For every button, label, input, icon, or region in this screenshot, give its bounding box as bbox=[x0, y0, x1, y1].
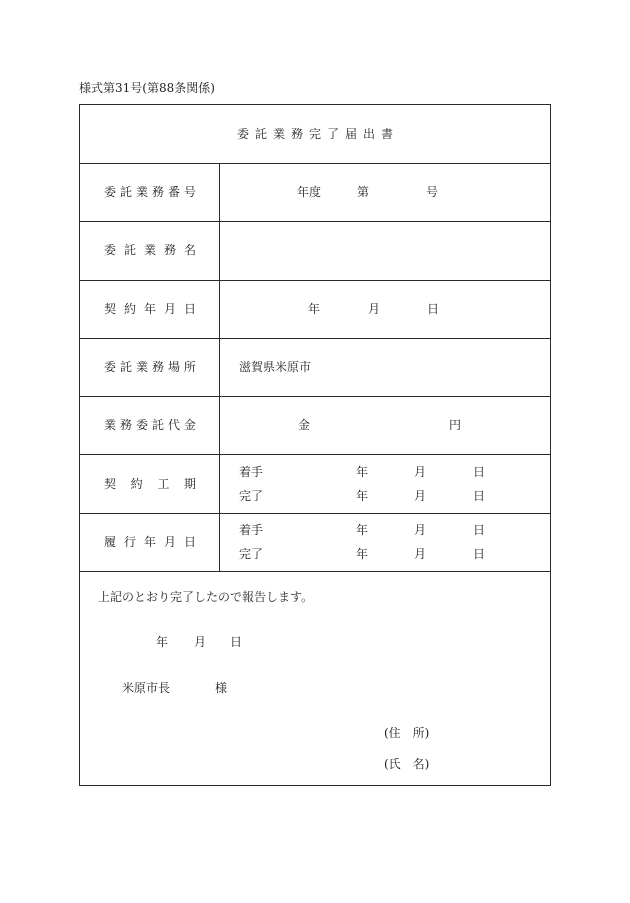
row-contract-number bbox=[80, 163, 550, 221]
value-contract-period bbox=[219, 455, 551, 513]
row-location bbox=[80, 338, 550, 396]
completion-report-form bbox=[79, 104, 551, 786]
label-char: 場 bbox=[167, 360, 180, 374]
form-number: 様式第31号(第88条関係) bbox=[79, 81, 215, 95]
label-char: 務 bbox=[151, 185, 164, 199]
label-char: 月 bbox=[163, 302, 176, 316]
number-suffix: 号 bbox=[426, 185, 439, 199]
label-char: 託 bbox=[119, 185, 132, 199]
value-contract-name bbox=[219, 222, 551, 280]
label-char: 番 bbox=[167, 185, 180, 199]
row-contract-date bbox=[80, 280, 550, 338]
label-char: 名 bbox=[183, 243, 196, 257]
label-amount bbox=[104, 418, 196, 432]
period-start-month: 月 bbox=[414, 465, 427, 479]
label-char: 約 bbox=[130, 477, 143, 491]
label-char: 業 bbox=[143, 243, 156, 257]
addressee: 米原市長 bbox=[122, 681, 171, 695]
name-label: (氏 名) bbox=[384, 757, 430, 771]
label-char: 託 bbox=[151, 418, 164, 432]
report-date-year: 年 bbox=[156, 635, 169, 649]
row-contract-period bbox=[80, 454, 550, 513]
label-char: 託 bbox=[123, 243, 136, 257]
label-char: 代 bbox=[167, 418, 180, 432]
label-contract-date bbox=[104, 302, 196, 316]
label-char: 務 bbox=[163, 243, 176, 257]
date-day: 日 bbox=[427, 302, 440, 316]
label-char: 月 bbox=[163, 535, 176, 549]
label-char: 年 bbox=[143, 535, 156, 549]
performance-start-year: 年 bbox=[356, 523, 369, 537]
form-title: 委託業務完了届出書 bbox=[236, 127, 399, 141]
label-char: 務 bbox=[119, 418, 132, 432]
performance-start-month: 月 bbox=[414, 523, 427, 537]
value-contract-date bbox=[219, 281, 551, 338]
number-prefix: 第 bbox=[357, 185, 370, 199]
period-start-day: 日 bbox=[473, 465, 486, 479]
amount-prefix: 金 bbox=[298, 418, 311, 432]
label-char: 業 bbox=[135, 185, 148, 199]
period-end-label: 完了 bbox=[239, 489, 264, 503]
label-char: 契 bbox=[104, 302, 117, 316]
address-label: (住 所) bbox=[384, 726, 430, 740]
performance-end-label: 完了 bbox=[239, 547, 264, 561]
label-char: 約 bbox=[123, 302, 136, 316]
label-char: 金 bbox=[183, 418, 196, 432]
performance-end-year: 年 bbox=[356, 547, 369, 561]
label-char: 工 bbox=[157, 477, 170, 491]
report-date-month: 月 bbox=[194, 635, 207, 649]
period-end-day: 日 bbox=[473, 489, 486, 503]
label-performance-date bbox=[104, 535, 196, 549]
label-char: 日 bbox=[183, 302, 196, 316]
label-char: 期 bbox=[183, 477, 196, 491]
label-char: 号 bbox=[183, 185, 196, 199]
label-contract-number bbox=[104, 185, 196, 199]
label-char: 務 bbox=[151, 360, 164, 374]
period-end-year: 年 bbox=[356, 489, 369, 503]
period-end-month: 月 bbox=[414, 489, 427, 503]
value-location bbox=[219, 339, 551, 396]
location-text: 滋賀県米原市 bbox=[239, 360, 312, 374]
performance-end-day: 日 bbox=[473, 547, 486, 561]
row-performance-date bbox=[80, 513, 550, 571]
performance-start-day: 日 bbox=[473, 523, 486, 537]
label-char: 契 bbox=[104, 477, 117, 491]
performance-start-label: 着手 bbox=[239, 523, 264, 537]
label-char: 年 bbox=[143, 302, 156, 316]
label-char: 委 bbox=[135, 418, 148, 432]
label-contract-period bbox=[104, 477, 196, 491]
title-row bbox=[80, 105, 550, 163]
fiscal-year-suffix: 年度 bbox=[297, 185, 322, 199]
value-performance-date bbox=[219, 514, 551, 571]
period-start-year: 年 bbox=[356, 465, 369, 479]
label-location bbox=[104, 360, 196, 374]
report-statement: 上記のとおり完了したので報告します。 bbox=[98, 590, 314, 604]
performance-end-month: 月 bbox=[414, 547, 427, 561]
report-section bbox=[80, 571, 550, 785]
period-start-label: 着手 bbox=[239, 465, 264, 479]
label-char: 委 bbox=[104, 360, 117, 374]
addressee-honorific: 様 bbox=[215, 681, 228, 695]
label-contract-name bbox=[104, 243, 196, 257]
row-amount bbox=[80, 396, 550, 454]
label-char: 業 bbox=[135, 360, 148, 374]
label-char: 日 bbox=[183, 535, 196, 549]
label-char: 履 bbox=[104, 535, 117, 549]
label-char: 所 bbox=[183, 360, 196, 374]
date-year: 年 bbox=[308, 302, 321, 316]
value-amount bbox=[219, 397, 551, 454]
report-date-day: 日 bbox=[230, 635, 243, 649]
label-char: 委 bbox=[104, 243, 117, 257]
label-char: 委 bbox=[104, 185, 117, 199]
label-char: 業 bbox=[104, 418, 117, 432]
value-contract-number bbox=[219, 164, 551, 221]
row-contract-name bbox=[80, 221, 550, 280]
label-char: 行 bbox=[123, 535, 136, 549]
date-month: 月 bbox=[368, 302, 381, 316]
label-char: 託 bbox=[119, 360, 132, 374]
amount-suffix: 円 bbox=[449, 418, 462, 432]
